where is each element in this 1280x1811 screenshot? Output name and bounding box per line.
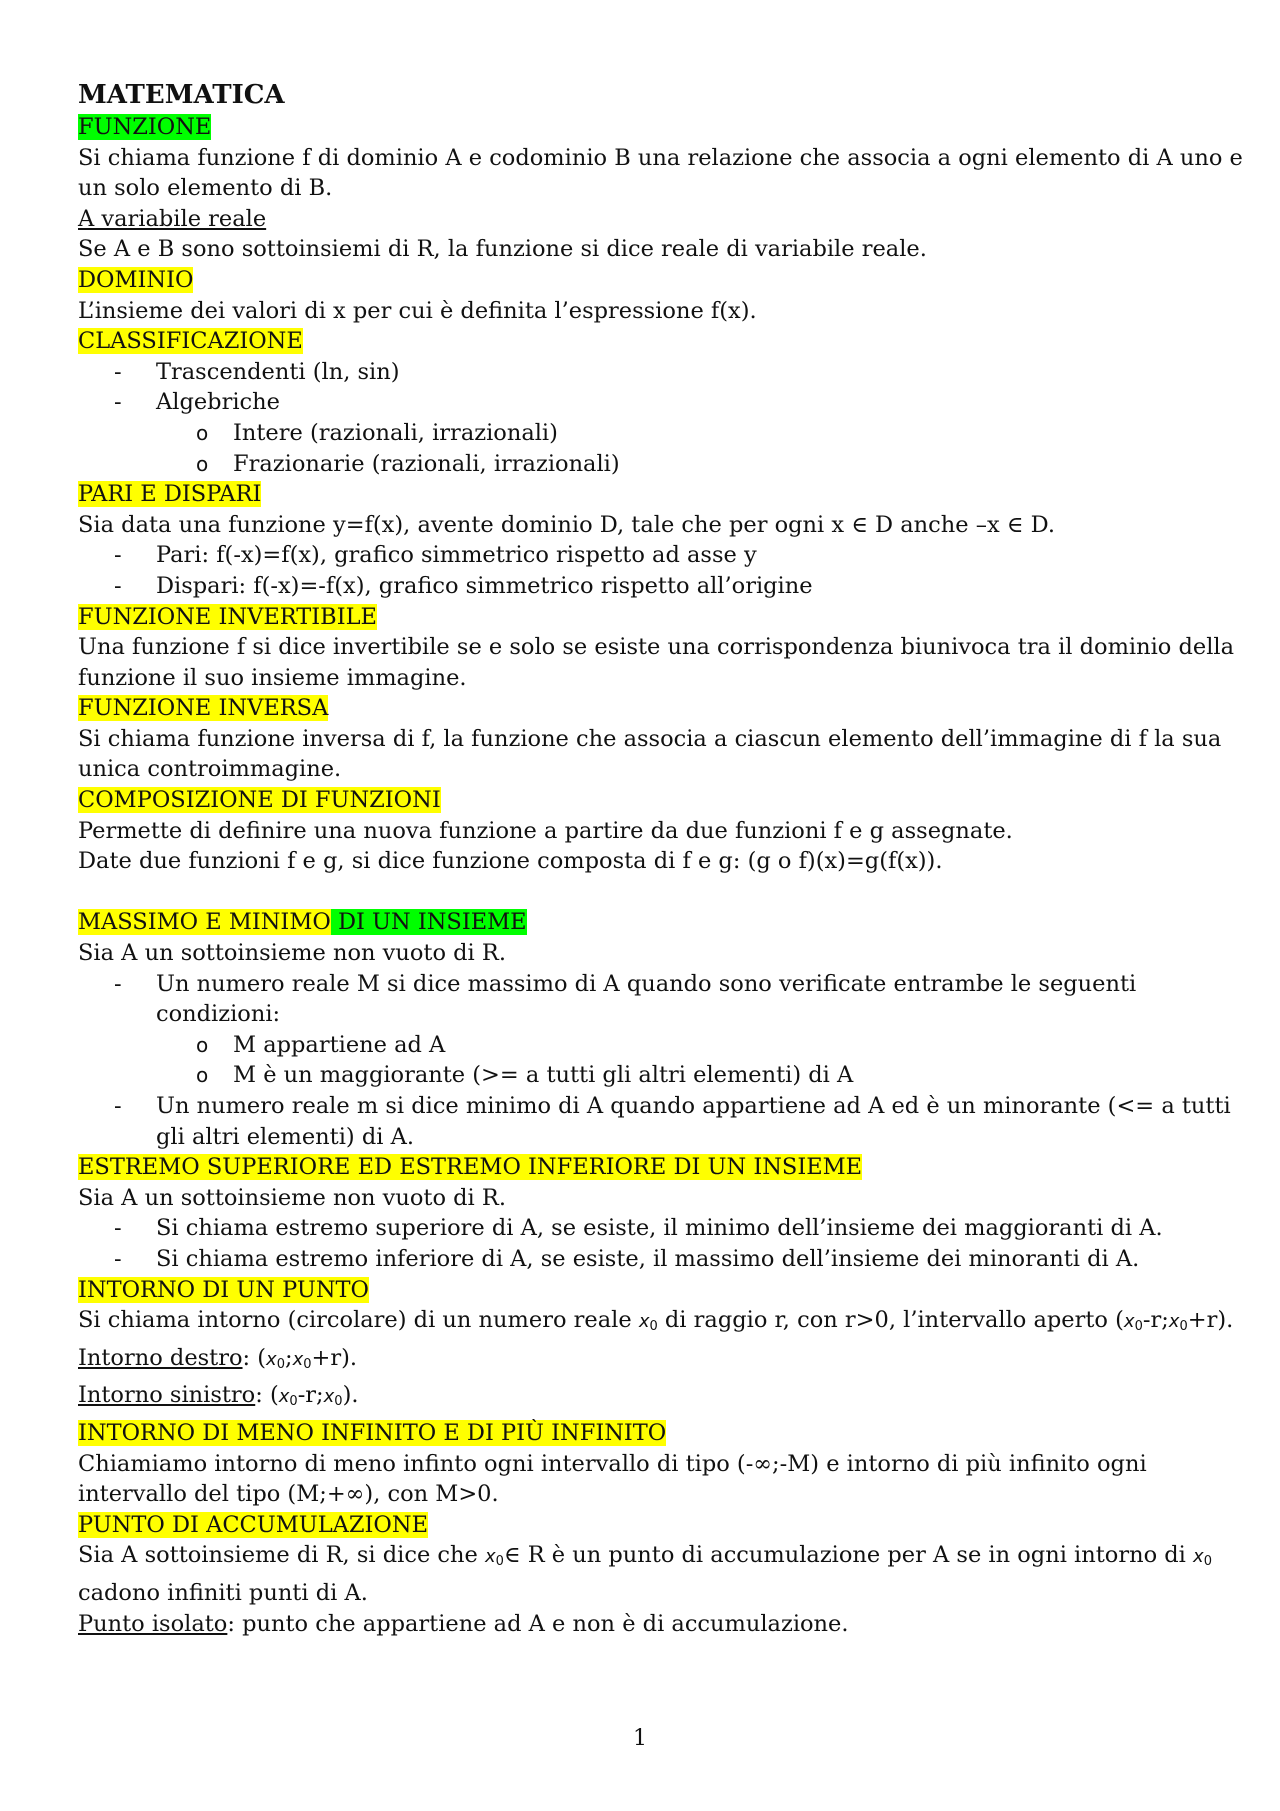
- paragraph: Permette di definire una nuova funzione a partire da due funzioni f e g assegnate.: [78, 817, 1013, 844]
- heading-intorno-infinito: INTORNO DI MENO INFINITO E DI PIÙ INFINITO: [78, 1419, 667, 1446]
- heading-composizione: COMPOSIZIONE DI FUNZIONI: [78, 787, 441, 814]
- list-item: - Si chiama estremo superiore di A, se esiste, il minimo dell’insieme dei maggioranti di A.: [114, 1215, 1163, 1242]
- heading-funzione-inversa: FUNZIONE INVERSA: [78, 695, 329, 722]
- paragraph: Si chiama funzione inversa di f, la funzione che associa a ciascun elemento dell’immagine di f la sua: [78, 725, 1222, 752]
- paragraph: Chiamiamo intorno di meno infinto ogni intervallo di tipo (-∞;-M) e intorno di più infinito ogni: [78, 1450, 1147, 1477]
- paragraph: Sia A un sottoinsieme non vuoto di R.: [78, 940, 506, 967]
- paragraph: Si chiama intorno (circolare) di un numero reale $x_0$ di raggio r, con r>0, l’intervallo aperto $(x_0-r;x_0+r)$.: [78, 1307, 1234, 1335]
- sub-list-item: o Intere (razionali, irrazionali): [196, 419, 558, 446]
- document-title: MATEMATICA: [78, 80, 285, 110]
- heading-classificazione: CLASSIFICAZIONE: [78, 328, 303, 355]
- list-item-continuation: gli altri elementi) di A.: [156, 1123, 414, 1150]
- heading-accumulazione: PUNTO DI ACCUMULAZIONE: [78, 1511, 428, 1538]
- list-item-continuation: condizioni:: [156, 1001, 281, 1028]
- heading-dominio: DOMINIO: [78, 266, 194, 293]
- list-item: - Un numero reale M si dice massimo di A quando sono verificate entrambe le seguenti: [114, 970, 1137, 997]
- paragraph: L’insieme dei valori di x per cui è definita l’espressione f(x).: [78, 297, 757, 324]
- heading-funzione: FUNZIONE: [78, 114, 212, 140]
- paragraph: Sia A un sottoinsieme non vuoto di R.: [78, 1184, 506, 1211]
- paragraph: intervallo del tipo (M;+∞), con M>0.: [78, 1481, 499, 1508]
- heading-massimo-minimo: MASSIMO E MINIMO DI UN INSIEME: [78, 909, 527, 936]
- sub-list-item: o M appartiene ad A: [196, 1031, 446, 1058]
- paragraph: un solo elemento di B.: [78, 175, 333, 202]
- list-item: - Dispari: f(-x)=-f(x), grafico simmetrico rispetto all’origine: [114, 572, 813, 599]
- list-item: - Trascendenti (ln, sin): [114, 358, 400, 385]
- paragraph: Una funzione f si dice invertibile se e solo se esiste una corrispondenza biunivoca tra il dominio della: [78, 634, 1235, 661]
- paragraph: Se A e B sono sottoinsiemi di R, la funzione si dice reale di variabile reale.: [78, 236, 927, 263]
- list-item: - Pari: f(-x)=f(x), grafico simmetrico rispetto ad asse y: [114, 542, 757, 569]
- list-item: - Algebriche: [114, 389, 280, 416]
- paragraph: cadono infiniti punti di A.: [78, 1579, 368, 1606]
- paragraph: Si chiama funzione f di dominio A e codominio B una relazione che associa a ogni elemento di A uno e: [78, 144, 1243, 171]
- sub-list-item: o Frazionarie (razionali, irrazionali): [196, 450, 620, 477]
- spacer: [78, 877, 1200, 908]
- sub-list-item: o M è un maggiorante (>= a tutti gli altri elementi) di A: [196, 1062, 854, 1089]
- heading-intorno: INTORNO DI UN PUNTO: [78, 1276, 369, 1303]
- paragraph: Punto isolato: punto che appartiene ad A e non è di accumulazione.: [78, 1610, 849, 1637]
- page-number: 1: [633, 1726, 647, 1751]
- heading-pari-dispari: PARI E DISPARI: [78, 481, 262, 508]
- paragraph: Sia A sottoinsieme di R, si dice che $x_0\in$ R è un punto di accumulazione per A se in ogni intorno di $x_0$: [78, 1542, 1212, 1570]
- paragraph: Intorno destro: $(x_0;x_0+r)$.: [78, 1344, 358, 1372]
- list-item: - Un numero reale m si dice minimo di A quando appartiene ad A ed è un minorante (<= a tutti: [114, 1093, 1231, 1119]
- paragraph: unica controimmagine.: [78, 756, 342, 783]
- paragraph: Sia data una funzione y=f(x), avente dominio D, tale che per ogni x ∈ D anche –x ∈ D.: [78, 511, 1055, 538]
- heading-funzione-invertibile: FUNZIONE INVERTIBILE: [78, 603, 377, 630]
- subheading-variabile-reale: A variabile reale: [78, 205, 267, 232]
- list-item: - Si chiama estremo inferiore di A, se esiste, il massimo dell’insieme dei minoranti di A.: [114, 1245, 1140, 1272]
- paragraph: funzione il suo insieme immagine.: [78, 664, 467, 691]
- paragraph: Date due funzioni f e g, si dice funzione composta di f e g: (g o f)(x)=g(f(x)).: [78, 848, 943, 875]
- heading-estremi: ESTREMO SUPERIORE ED ESTREMO INFERIORE DI UN INSIEME: [78, 1154, 863, 1181]
- paragraph: Intorno sinistro: $(x_0-r;x_0)$.: [78, 1382, 359, 1410]
